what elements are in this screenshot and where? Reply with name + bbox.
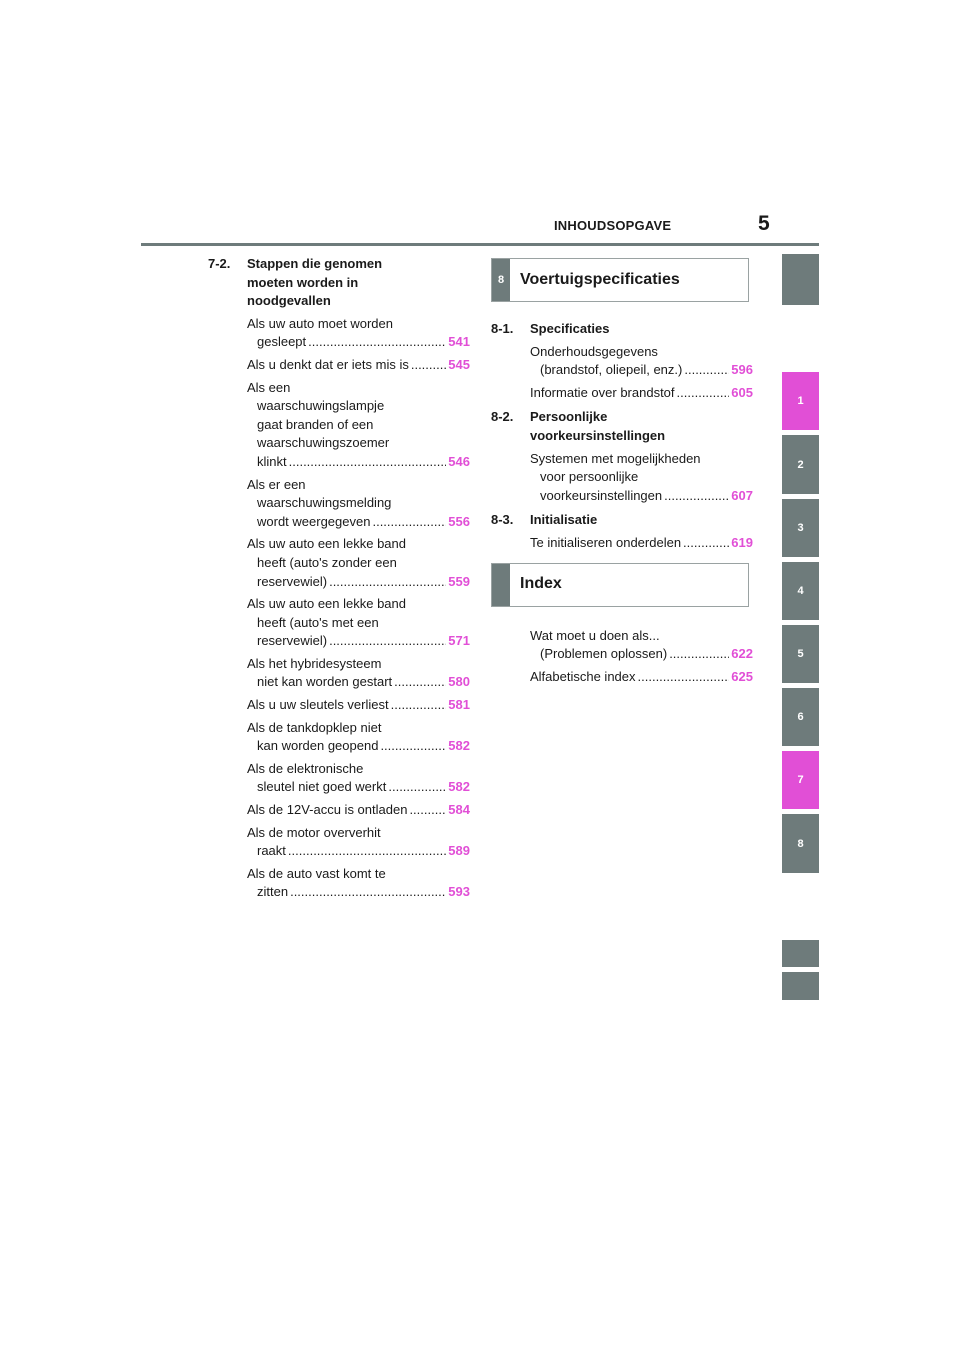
toc-entry-line: Als er een (247, 476, 306, 492)
chapter-tab-4[interactable]: 4 (782, 562, 819, 620)
chapter-tab-3[interactable]: 3 (782, 499, 819, 557)
section-title-line: Stappen die genomen (247, 256, 383, 271)
toc-entry-lastline (247, 737, 470, 756)
page-link[interactable]: 619 (731, 534, 753, 550)
toc-left-column (208, 255, 470, 902)
toc-entry-line: waarschuwingszoemer (257, 435, 390, 451)
chapter-tab-5[interactable]: 5 (782, 625, 819, 683)
toc-entry-slot (491, 450, 753, 506)
toc-entry-lastline (247, 842, 470, 861)
chapter-box-title: Index (520, 575, 562, 593)
section-number: 8-3. (491, 512, 514, 528)
chapter-tab-7[interactable]: 7 (782, 751, 819, 809)
section-number: 8-1. (491, 321, 514, 336)
toc-entry-line: heeft (auto's met een (257, 614, 379, 630)
leader-dots (372, 513, 446, 532)
chapter-box-title: Voertuigspecificaties (520, 270, 680, 288)
toc-entry[interactable] (247, 315, 470, 352)
toc-entry-lastline (247, 513, 470, 532)
section-number: 7-2. (208, 256, 231, 271)
toc-entry-text: Te initialiseren onderdelen (530, 534, 682, 550)
toc-entry-slot (491, 627, 753, 664)
page-link[interactable]: 625 (731, 668, 753, 684)
page-link[interactable]: 589 (448, 843, 470, 859)
toc-entry[interactable] (530, 627, 753, 664)
toc-entry-lastline (247, 356, 470, 375)
toc-entry[interactable] (530, 450, 753, 506)
page-link[interactable]: 622 (731, 646, 753, 662)
toc-entry-lastline (247, 453, 470, 472)
toc-entry-line: voor persoonlijke (540, 469, 639, 485)
toc-entry[interactable] (530, 668, 753, 687)
leader-dots (411, 356, 446, 375)
toc-entry-text: Als u uw sleutels verliest (247, 697, 389, 713)
section-title: Initialisatie (530, 512, 598, 528)
section-title: Specificaties (530, 321, 610, 336)
chapter-tab-2[interactable]: 2 (782, 435, 819, 494)
toc-entry-line: Als uw auto een lekke band (247, 536, 406, 552)
toc-entry[interactable] (247, 535, 470, 591)
toc-entries (208, 315, 470, 902)
toc-entry-lastline (247, 673, 470, 692)
toc-entry-line: gaat branden of een (257, 416, 374, 432)
toc-entry[interactable] (247, 824, 470, 861)
page-link[interactable]: 580 (448, 674, 470, 690)
leader-dots (288, 842, 446, 861)
page-link[interactable]: 605 (731, 384, 753, 400)
toc-entry[interactable] (530, 534, 753, 553)
toc-entry-text: reservewiel) (257, 573, 328, 589)
toc-entry-lastline (247, 801, 470, 820)
leader-dots (664, 487, 729, 506)
toc-entry-lastline (247, 696, 470, 715)
toc-entry[interactable] (247, 595, 470, 651)
toc-entry-line: Als uw auto een lekke band (247, 596, 406, 612)
leader-dots (684, 361, 729, 380)
page-link[interactable]: 556 (448, 513, 470, 529)
toc-entry[interactable] (530, 343, 753, 380)
toc-section-8-3 (491, 511, 753, 530)
page-link[interactable]: 571 (448, 633, 470, 649)
toc-entry[interactable] (247, 655, 470, 692)
chapter-tab-blank[interactable] (782, 254, 819, 305)
toc-entry-text: sleutel niet goed werkt (257, 779, 387, 795)
page-link[interactable]: 607 (731, 487, 753, 503)
toc-entry[interactable] (247, 719, 470, 756)
chapter-box-tab: 8 (492, 259, 510, 301)
leader-dots (329, 632, 446, 651)
header-rule (141, 243, 819, 246)
section-number: 8-2. (491, 409, 514, 425)
chapter-tab-extra-2[interactable] (782, 972, 819, 1000)
page-link[interactable]: 582 (448, 779, 470, 795)
leader-dots (683, 534, 729, 553)
toc-entry-slot (491, 668, 753, 687)
chapter-tab-6[interactable]: 6 (782, 688, 819, 746)
toc-entry-lastline (247, 573, 470, 592)
toc-entry-text: voorkeursinstellingen (540, 487, 663, 503)
page-link[interactable]: 559 (448, 573, 470, 589)
toc-entry-lastline (530, 534, 753, 553)
toc-entry-lastline (530, 487, 753, 506)
section-title-line: moeten worden in (247, 274, 359, 290)
toc-entry-text: raakt (257, 843, 286, 859)
toc-entry-lastline (247, 632, 470, 651)
page-link[interactable]: 593 (448, 884, 470, 900)
running-header: INHOUDSOPGAVE (554, 218, 672, 233)
leader-dots (290, 883, 446, 902)
toc-entry-text: kan worden geopend (257, 738, 379, 754)
leader-dots (380, 737, 446, 756)
section-title (530, 408, 665, 445)
toc-entry-lastline (247, 883, 470, 902)
toc-entry-text: Alfabetische index (530, 668, 636, 684)
toc-section-8-2 (491, 408, 753, 445)
toc-entry-line: Als de elektronische (247, 760, 364, 776)
chapter-tab-8[interactable]: 8 (782, 814, 819, 873)
section-title-line: voorkeursinstellingen (530, 427, 666, 443)
toc-entry[interactable] (247, 696, 470, 715)
toc-entry-text: gesleept (257, 334, 307, 350)
leader-dots (409, 801, 446, 820)
toc-entry-text: Als u denkt dat er iets mis is (247, 356, 409, 372)
toc-entry-line: heeft (auto's zonder een (257, 554, 397, 570)
toc-entry[interactable] (247, 865, 470, 902)
toc-entry-lastline (530, 668, 753, 687)
toc-entry-line: Wat moet u doen als... (530, 627, 660, 643)
toc-entry-lastline (247, 778, 470, 797)
toc-entry-text: (brandstof, oliepeil, enz.) (540, 362, 683, 378)
toc-entry-line: Onderhoudsgegevens (530, 343, 658, 359)
section-title-line: noodgevallen (247, 293, 331, 309)
chapter-box-tab (492, 564, 510, 606)
leader-dots (289, 453, 447, 472)
toc-entry-text: klinkt (257, 453, 287, 469)
toc-entry-text: wordt weergegeven (257, 513, 371, 529)
toc-entry-lastline (530, 645, 753, 664)
toc-entry-text: zitten (257, 884, 289, 900)
page-number: 5 (758, 212, 770, 235)
page-link[interactable]: 596 (731, 362, 753, 378)
toc-entry[interactable] (247, 476, 470, 532)
section-title (247, 255, 382, 311)
page-link[interactable]: 581 (448, 697, 470, 713)
toc-entry[interactable] (247, 356, 470, 375)
toc-entry[interactable] (247, 379, 470, 472)
toc-entry-text: reservewiel) (257, 633, 328, 649)
toc-entry-slot (491, 384, 753, 403)
toc-entry[interactable] (530, 384, 753, 403)
toc-section-8-1 (491, 320, 753, 339)
page-link[interactable]: 582 (448, 738, 470, 754)
toc-entry-text: Informatie over brandstof (530, 384, 675, 400)
toc-entry-line: Als een (247, 379, 291, 395)
page-link[interactable]: 541 (448, 334, 470, 350)
toc-entry-line: Als uw auto moet worden (247, 315, 393, 331)
toc-right-column (491, 258, 753, 686)
leader-dots (308, 333, 446, 352)
toc-entry-line: Als de motor oververhit (247, 824, 381, 840)
section-title-line: Persoonlijke (530, 409, 608, 425)
page-link[interactable]: 545 (448, 356, 470, 372)
toc-entry-line: waarschuwingslampje (257, 398, 385, 414)
toc-entry[interactable] (247, 801, 470, 820)
toc-entry-lastline (530, 384, 753, 403)
chapter-box-index[interactable] (491, 563, 749, 607)
leader-dots (394, 673, 446, 692)
toc-entry-line: Als de tankdopklep niet (247, 719, 382, 735)
toc-entry-text: niet kan worden gestart (257, 674, 393, 690)
leader-dots (391, 696, 447, 715)
toc-entry-lastline (247, 333, 470, 352)
toc-section-7-2 (208, 255, 470, 311)
toc-entry-lastline (530, 361, 753, 380)
leader-dots (669, 645, 729, 664)
toc-entry-line: Systemen met mogelijkheden (530, 450, 701, 466)
page-link[interactable]: 584 (448, 802, 470, 818)
toc-entry-slot (491, 343, 753, 380)
leader-dots (388, 778, 446, 797)
toc-entry-line: Als de auto vast komt te (247, 865, 386, 881)
leader-dots (638, 668, 730, 687)
toc-entry[interactable] (247, 760, 470, 797)
leader-dots (329, 573, 446, 592)
page-link[interactable]: 546 (448, 453, 470, 469)
toc-entry-slot (491, 534, 753, 553)
toc-entry-line: Als het hybridesysteem (247, 655, 382, 671)
chapter-tab-extra-1[interactable] (782, 940, 819, 967)
toc-entry-text: Als de 12V-accu is ontladen (247, 802, 408, 818)
toc-entry-line: waarschuwingsmelding (257, 495, 392, 511)
leader-dots (677, 384, 730, 403)
chapter-box-voertuigspecificaties[interactable] (491, 258, 749, 302)
toc-entry-text: (Problemen oplossen) (540, 646, 668, 662)
chapter-tab-1[interactable]: 1 (782, 372, 819, 430)
